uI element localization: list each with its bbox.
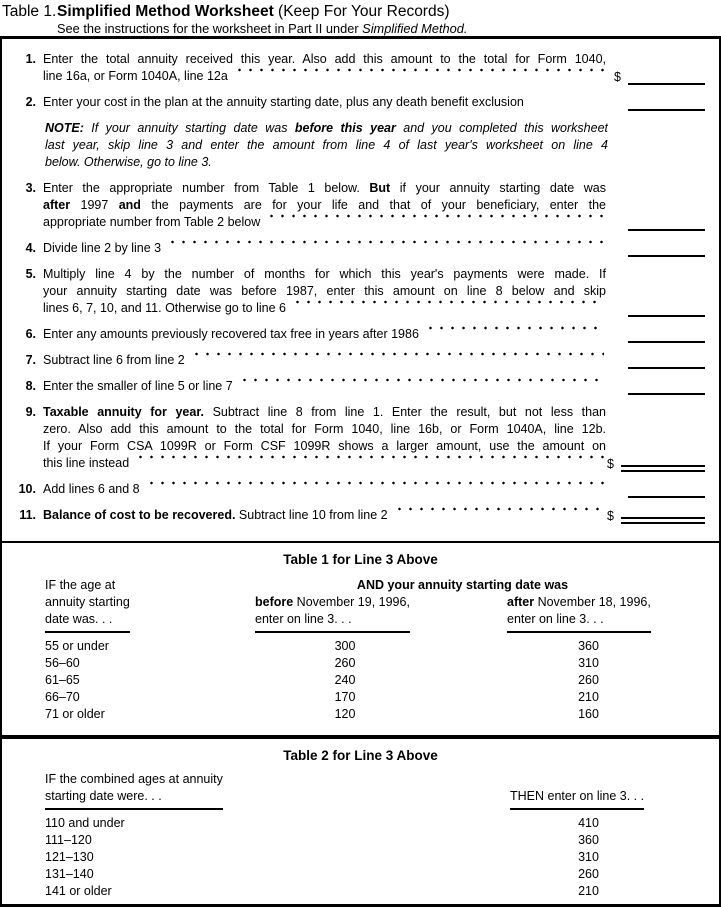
worksheet-box <box>0 36 721 541</box>
header-line: IF the age at <box>45 578 116 592</box>
before-value-cell: 170 <box>334 690 356 704</box>
dot-leader <box>146 481 604 498</box>
line-number: 2. <box>25 95 36 109</box>
text-line <box>43 455 606 472</box>
answer-area <box>606 352 719 369</box>
answer-blank-line-1[interactable] <box>628 70 705 85</box>
answer-blank-line-11[interactable] <box>621 517 705 524</box>
before-value-cell: 300 <box>334 639 356 653</box>
table1-col2-header-wrap <box>255 594 435 633</box>
answer-blank-line-2[interactable] <box>628 96 705 111</box>
worksheet-line-4 <box>2 240 719 257</box>
table1-title: Table 1 for Line 3 Above <box>283 552 438 567</box>
answer-blank-line-4[interactable] <box>628 242 705 257</box>
text-line-content: lines 6, 7, 10, and 11. Otherwise go to line 6 <box>43 301 286 315</box>
line-number: 4. <box>25 241 36 255</box>
line-number: 7. <box>25 353 36 367</box>
table-row <box>2 815 719 832</box>
line3-value-cell: 410 <box>578 816 599 830</box>
after-value-cell: 360 <box>578 639 599 653</box>
note-paragraph <box>45 120 608 171</box>
text-line-content: Enter your cost in the plan at the annuity starting date, plus any death benefit exclusion <box>43 95 524 109</box>
text-line-content: Subtract line 6 from line 2 <box>43 353 185 367</box>
header-line: enter on line 3. . . <box>507 612 604 626</box>
text-line <box>43 94 606 111</box>
table-row <box>2 849 719 866</box>
worksheet-line-8 <box>2 378 719 395</box>
answer-area <box>606 94 719 111</box>
worksheet-line-10 <box>2 481 719 498</box>
page-title: Simplified Method Worksheet <box>57 3 274 20</box>
answer-blank-line-8[interactable] <box>628 380 705 395</box>
line-number: 9. <box>25 405 36 419</box>
line-number: 1. <box>25 52 36 66</box>
worksheet-line-7 <box>2 352 719 369</box>
dot-leader <box>292 300 604 317</box>
worksheet-lines <box>2 51 719 524</box>
line-number: 8. <box>25 379 36 393</box>
header-line: enter on line 3. . . <box>255 612 352 626</box>
worksheet-line-11 <box>2 507 719 524</box>
age-range-cell: 66–70 <box>45 690 80 704</box>
answer-area <box>606 266 719 317</box>
before-value-cell: 260 <box>334 656 356 670</box>
page-subtitle <box>57 21 721 36</box>
table1-header <box>2 577 719 633</box>
answer-blank-line-7[interactable] <box>628 354 705 369</box>
table2-col1-header-wrap <box>45 771 510 810</box>
header-line: date was. . . <box>45 612 113 626</box>
line-text <box>43 326 606 343</box>
line-number: 6. <box>25 327 36 341</box>
after-value-cell: 160 <box>578 707 599 721</box>
table1-rows <box>2 638 719 723</box>
answer-blank-line-9[interactable] <box>621 465 705 472</box>
table1-col23-header-wrap <box>255 577 670 633</box>
table-row <box>2 866 719 883</box>
text-line-content: Add lines 6 and 8 <box>43 482 140 496</box>
answer-area <box>606 481 719 498</box>
text-line: If your Form CSA 1099R or Form CSF 1099R shows a larger amount, use the amount on <box>43 439 606 453</box>
after-value-cell: 260 <box>578 673 599 687</box>
line-text <box>43 352 606 369</box>
text-line <box>43 352 606 369</box>
text-line <box>43 68 606 85</box>
table2-col1-header <box>45 771 223 810</box>
answer-blank-line-3[interactable] <box>628 216 705 231</box>
table-row <box>2 638 719 655</box>
age-range-cell: 55 or under <box>45 639 109 653</box>
line-text <box>43 481 606 498</box>
line-number: 11. <box>19 508 36 522</box>
text-line: Enter the total annuity received this year. Also add this amount to the total for Form 1040, <box>43 52 606 66</box>
age-range-cell: 56–60 <box>45 656 80 670</box>
line3-value-cell: 310 <box>578 850 599 864</box>
line-number: 5. <box>25 267 36 281</box>
text-line-content: this line instead <box>43 456 130 470</box>
table1-box <box>0 541 721 735</box>
table2-header <box>2 771 719 810</box>
text-line <box>43 214 606 231</box>
dot-leader <box>239 378 604 395</box>
line-text <box>43 240 606 257</box>
table1-col3-header-wrap <box>507 594 670 633</box>
text-line-content: appropriate number from Table 2 below <box>43 215 261 229</box>
dollar-sign: $ <box>607 509 614 523</box>
before-value-cell: 120 <box>334 707 356 721</box>
combined-ages-cell: 110 and under <box>45 816 125 830</box>
table-row <box>2 706 719 723</box>
answer-area <box>606 51 719 85</box>
line-text <box>43 404 606 472</box>
text-line: zero. Also add this amount to the total for Form 1040, line 16b, or Form 1040A, line 12b. <box>43 422 606 436</box>
table-row <box>2 655 719 672</box>
text-line <box>43 507 606 524</box>
dot-leader <box>191 352 604 369</box>
line-number: 10. <box>18 482 36 496</box>
before-value-cell: 240 <box>334 673 356 687</box>
page-header <box>0 0 721 36</box>
header-line: IF the combined ages at annuity <box>45 772 223 786</box>
note-line: last year, skip line 3 and enter the amount from line 4 of last year's worksheet on line 4 <box>45 138 608 152</box>
worksheet-line-2 <box>2 94 719 111</box>
text-line <box>43 300 606 317</box>
header-line: annuity starting <box>45 595 130 609</box>
answer-blank-line-5[interactable] <box>628 302 705 317</box>
text-line-content: Enter the smaller of line 5 or line 7 <box>43 379 233 393</box>
line-text <box>43 378 606 395</box>
text-line <box>43 240 606 257</box>
age-range-cell: 71 or older <box>45 707 105 721</box>
page-title-suffix: (Keep For Your Records) <box>273 3 450 20</box>
text-line: Multiply line 4 by the number of months for which this year's payments were made. If <box>43 267 606 281</box>
answer-blank-line-10[interactable] <box>628 483 705 498</box>
text-line-content: line 16a, or Form 1040A, line 12a <box>43 69 228 83</box>
answer-area <box>606 326 719 343</box>
header-line: after November 18, 1996, <box>507 595 651 609</box>
line-text <box>43 507 606 524</box>
note-line: NOTE: If your annuity starting date was before this year and you completed this worksheet <box>45 121 608 135</box>
table-label: Table 1. <box>2 3 57 20</box>
line3-value-cell: 260 <box>578 867 599 881</box>
text-line <box>43 481 606 498</box>
note-line: below. Otherwise, go to line 3. <box>45 155 212 169</box>
worksheet-line-3 <box>2 180 719 231</box>
dot-leader <box>425 326 604 343</box>
text-line: Enter the appropriate number from Table 1 below. But if your annuity starting date was <box>43 181 606 195</box>
worksheet-line-9 <box>2 404 719 472</box>
table2-box <box>0 735 721 907</box>
table2-col2-header: THEN enter on line 3. . . <box>510 788 644 810</box>
dot-leader <box>266 214 604 231</box>
worksheet-line-1 <box>2 51 719 85</box>
text-line <box>43 326 606 343</box>
worksheet-line-5 <box>2 266 719 317</box>
text-line-content: Balance of cost to be recovered. Subtract line 10 from line 2 <box>43 508 388 522</box>
text-line: your annuity starting date was before 1987, enter this amount on line 8 below and skip <box>43 284 606 298</box>
line3-value-cell: 360 <box>578 833 599 847</box>
table-row <box>2 883 719 900</box>
answer-blank-line-6[interactable] <box>628 328 705 343</box>
combined-ages-cell: 131–140 <box>45 867 94 881</box>
after-value-cell: 210 <box>578 690 599 704</box>
line-number: 3. <box>25 181 36 195</box>
table-row <box>2 832 719 849</box>
after-value-cell: 310 <box>578 656 599 670</box>
dot-leader <box>394 507 604 524</box>
answer-area <box>606 180 719 231</box>
table2-col2-header-wrap <box>510 788 667 810</box>
subtitle-text: See the instructions for the worksheet in Part II under <box>57 21 363 36</box>
table-row <box>2 672 719 689</box>
table2-rows <box>2 815 719 900</box>
combined-ages-cell: 141 or older <box>45 884 112 898</box>
header-line: starting date were. . . <box>45 789 162 803</box>
table-row <box>2 689 719 706</box>
subtitle-italic-text: Simplified Method. <box>362 21 468 36</box>
line-text <box>43 94 606 111</box>
line-text <box>43 180 606 231</box>
dollar-sign: $ <box>614 70 621 84</box>
table1-col1-header <box>45 577 130 633</box>
worksheet-line-6 <box>2 326 719 343</box>
text-line-content: Divide line 2 by line 3 <box>43 241 162 255</box>
answer-area <box>606 507 719 524</box>
text-line <box>43 378 606 395</box>
line-text <box>43 51 606 85</box>
dot-leader <box>135 455 604 472</box>
dot-leader <box>167 240 604 257</box>
text-line-content: Enter any amounts previously recovered tax free in years after 1986 <box>43 327 419 341</box>
text-line: after 1997 and the payments are for your life and that of your beneficiary, enter the <box>43 198 606 212</box>
worksheet-title-row <box>2 2 721 21</box>
text-line: Taxable annuity for year. Subtract line 8 from line 1. Enter the result, but not less than <box>43 405 606 419</box>
line3-value-cell: 210 <box>578 884 599 898</box>
table1-col3-header <box>507 594 651 633</box>
table1-col1-header-wrap <box>45 577 255 633</box>
header-line: before November 19, 1996, <box>255 595 410 609</box>
table1-subheaders <box>255 594 670 633</box>
age-range-cell: 61–65 <box>45 673 80 687</box>
line-text <box>43 266 606 317</box>
answer-area <box>606 240 719 257</box>
table2-title: Table 2 for Line 3 Above <box>283 748 438 763</box>
table1-span-header: AND your annuity starting date was <box>356 578 569 592</box>
dollar-sign: $ <box>607 457 614 471</box>
dot-leader <box>234 68 604 85</box>
answer-area <box>606 404 719 472</box>
table1-col2-header <box>255 594 410 633</box>
combined-ages-cell: 111–120 <box>45 833 92 847</box>
combined-ages-cell: 121–130 <box>45 850 94 864</box>
answer-area <box>606 378 719 395</box>
